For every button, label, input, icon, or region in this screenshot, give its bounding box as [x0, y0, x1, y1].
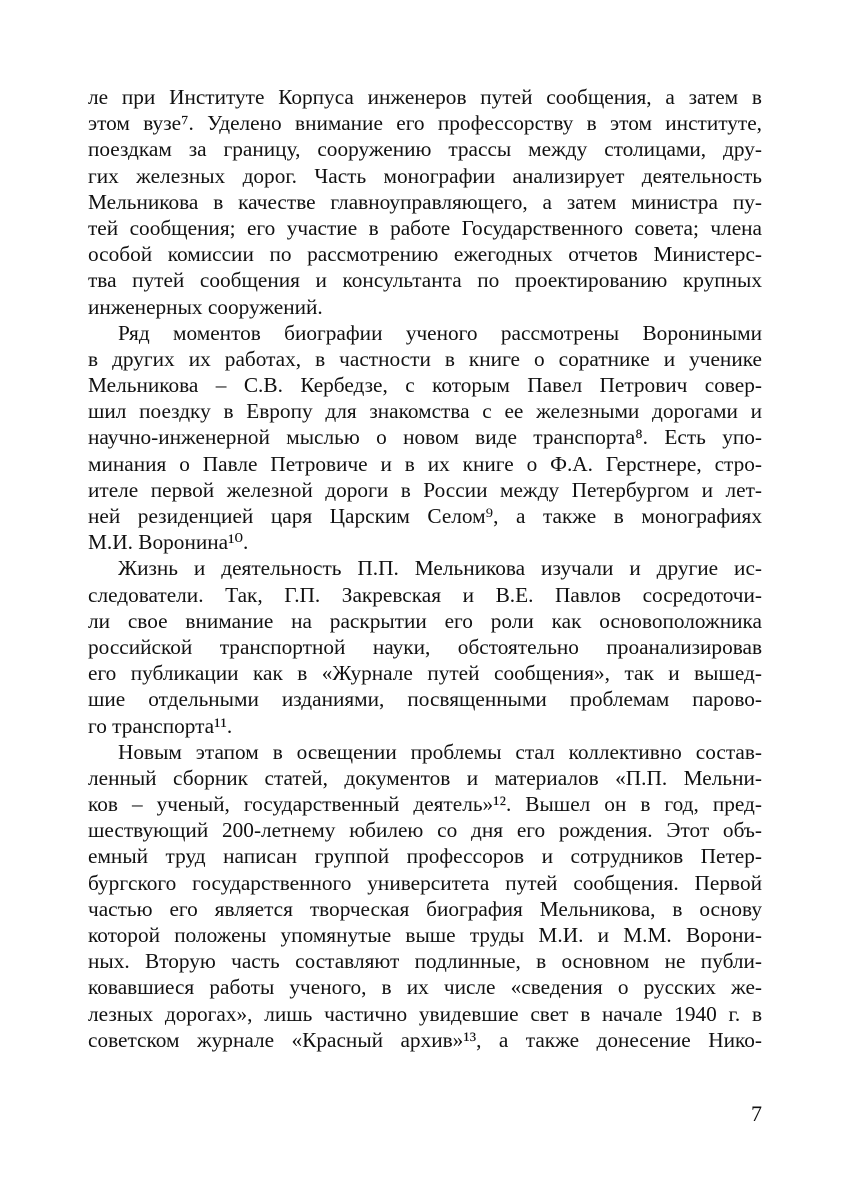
text-line: бургского государственного университета путей сообщения. Первой — [88, 870, 762, 895]
text-line: следователи. Так, Г.П. Закревская и В.Е. Павлов сосредоточи- — [88, 582, 762, 607]
text-line: в других их работах, в частности в книге о соратнике и ученике — [88, 346, 762, 371]
text-line: шил поездку в Европу для знакомства с ее железными дорогами и — [88, 399, 762, 424]
text-line: его публикации как в «Журнале путей сообщения», так и вышед- — [88, 661, 762, 686]
text-line: ителе первой железной дороги в России между Петербургом и лет- — [88, 477, 762, 502]
text-line: которой положены упомянутые выше труды М.И. и М.М. Ворони- — [88, 923, 762, 947]
text-line: минания о Павле Петровиче и в их книге о Ф.А. Герстнере, стро- — [88, 451, 762, 476]
paragraph — [88, 320, 762, 556]
text-line: поездкам за границу, сооружению трассы между столицами, дру- — [88, 137, 762, 162]
text-line: ков – ученый, государственный деятель»¹². Вышел он в год, пред- — [88, 792, 762, 817]
text-line: особой комиссии по рассмотрению ежегодных отчетов Министерс- — [88, 242, 762, 267]
text-line: ковавшиеся работы ученого, в их числе «сведения о русских же- — [88, 975, 762, 1000]
text-line: ле при Институте Корпуса инженеров путей сообщения, а затем в — [88, 85, 762, 109]
text-line: емный труд написан группой профессоров и сотрудников Петер- — [88, 844, 762, 869]
text-line: частью его является творческая биография Мельникова, в основу — [88, 896, 762, 921]
text-line: Новым этапом в освещении проблемы стал коллективно состав- — [118, 739, 762, 764]
text-line: Жизнь и деятельность П.П. Мельникова изучали и другие ис- — [118, 556, 762, 581]
text-line: лезных дорогах», лишь частично увидевшие свет в начале 1940 г. в — [88, 1001, 762, 1026]
text-line: ней резиденцией царя Царским Селом⁹, а также в монографиях — [88, 504, 762, 528]
text-line: ленный сборник статей, документов и материалов «П.П. Мельни- — [88, 765, 762, 790]
text-line: Мельникова в качестве главноуправляющего, а затем министра пу- — [88, 189, 762, 214]
text-line: Ряд моментов биографии ученого рассмотрены Ворониными — [118, 320, 762, 345]
text-line: научно-инженерной мыслью о новом виде транспорта⁸. Есть упо- — [88, 425, 762, 450]
text-line: советском журнале «Красный архив»¹³, а также донесение Нико- — [88, 1027, 762, 1052]
page-number: 7 — [751, 1101, 762, 1126]
text-line: го транспорта¹¹. — [88, 713, 233, 738]
text-line: шие отдельными изданиями, посвященными проблемам парово- — [88, 687, 762, 712]
text-line: тей сообщения; его участие в работе Государственного совета; члена — [88, 215, 762, 240]
text-line: Мельникова – С.В. Кербедзе, с которым Павел Петрович совер- — [88, 373, 762, 398]
text-line: тва путей сообщения и консультанта по проектированию крупных — [88, 268, 762, 293]
text-line: этом вузе⁷. Уделено внимание его профессорству в этом институте, — [88, 111, 762, 136]
text-line: российской транспортной науки, обстоятельно проанализировав — [88, 634, 762, 659]
text-line: ных. Вторую часть составляют подлинные, в основном не публи- — [88, 949, 762, 974]
document-body — [88, 84, 762, 1053]
paragraph — [88, 84, 762, 320]
text-line: М.И. Воронина¹⁰. — [88, 530, 249, 555]
text-line: гих железных дорог. Часть монографии анализирует деятельность — [88, 163, 762, 188]
paragraph — [88, 555, 762, 738]
text-line: шествующий 200-летнему юбилею со дня его рождения. Этот объ- — [88, 818, 762, 843]
text-line: инженерных сооружений. — [88, 294, 323, 319]
text-line: ли свое внимание на раскрытии его роли как основоположника — [88, 608, 762, 633]
paragraph — [88, 739, 762, 1053]
